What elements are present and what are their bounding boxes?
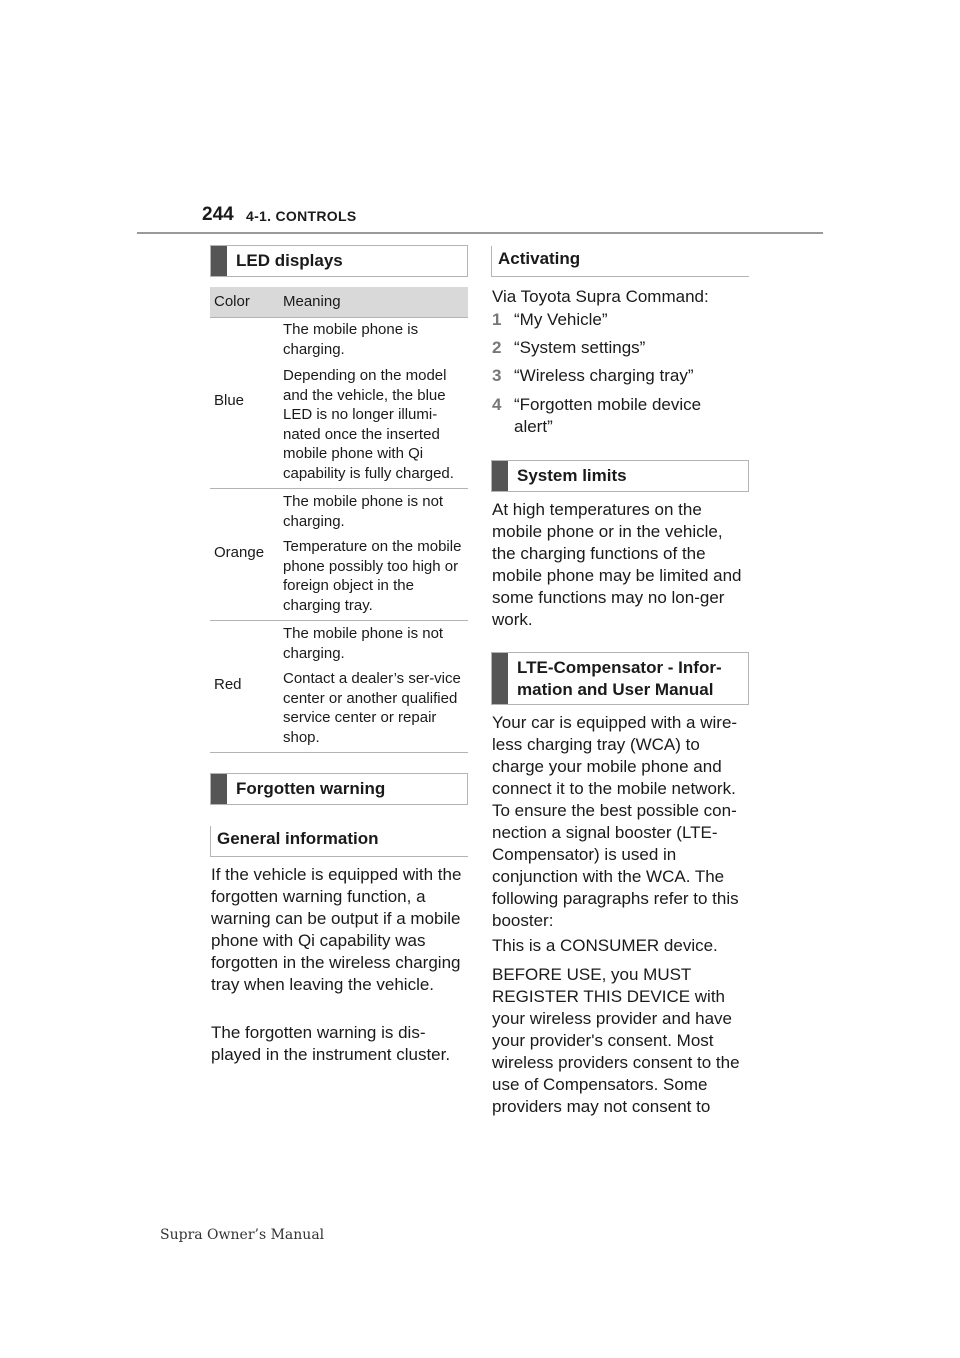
chapter-title: 4-1. CONTROLS [246, 208, 357, 224]
color-cell-red: Red [214, 676, 242, 693]
led-displays-heading: LED displays [210, 245, 468, 277]
column-header-meaning: Meaning [283, 293, 341, 310]
paragraph: Via Toyota Supra Command: [492, 287, 709, 306]
system-limits-heading: System limits [491, 460, 749, 492]
paragraph: Your car is equipped with a wire-less charging tray (WCA) to charge your mobile phone and connect it to the mobile network. To ensure the best possible con-nection a signal booster (LTE-Compensator) is used in conjunction with the WCA. The following paragraphs refer to this booster: [492, 713, 739, 930]
meaning-cell: Depending on the model and the vehicle, the blue LED is no longer illumi-nated once the inserted mobile phone with Qi capability is fully charged. [283, 367, 454, 482]
table-row-divider [210, 488, 468, 489]
column-header-color: Color [214, 293, 250, 310]
table-header [210, 287, 468, 318]
color-cell-blue: Blue [214, 392, 245, 409]
meaning-cell: The mobile phone is not charging. [283, 493, 444, 530]
heading-bar [492, 461, 508, 491]
heading-bar [211, 774, 227, 804]
heading-bar [492, 653, 508, 704]
paragraph: The forgotten warning is dis-played in the instrument cluster. [211, 1023, 451, 1064]
forgotten-warning-heading: Forgotten warning [210, 773, 468, 805]
meaning-cell: Temperature on the mobile phone possibly too high or foreign object in the charging tray. [283, 538, 462, 614]
heading-bar [211, 246, 227, 276]
paragraph: At high temperatures on the mobile phone or in the vehicle, the charging functions of the mobile phone may be limited and some functions may no lon-ger work. [492, 500, 742, 629]
activating-heading: Activating [491, 246, 749, 277]
header-divider [137, 232, 823, 234]
meaning-cell: The mobile phone is not charging. [283, 625, 444, 662]
meaning-cell: Contact a dealer’s ser-vice center or another qualified service center or repair shop. [283, 670, 461, 746]
page-number: 244 [202, 204, 234, 225]
table-row-divider [210, 620, 468, 621]
paragraph: This is a CONSUMER device. [492, 936, 718, 955]
general-information-heading: General information [210, 826, 468, 857]
table-row-divider [210, 752, 468, 753]
meaning-cell: The mobile phone is charging. [283, 321, 419, 358]
color-cell-orange: Orange [214, 544, 265, 561]
paragraph: BEFORE USE, you MUST REGISTER THIS DEVICE with your wireless provider and have your provider's consent. Most wireless providers consent to the use of Compensators. Some providers may not consent to [492, 965, 740, 1116]
footer-manual-title: Supra Owner’s Manual [160, 1227, 325, 1243]
lte-compensator-heading: LTE-Compensator - Infor-mation and User Manual [491, 652, 749, 705]
paragraph: If the vehicle is equipped with the forgotten warning function, a warning can be output if a mobile phone with Qi capability was forgotten in the wireless charging tray when leaving the vehicle. [211, 865, 462, 994]
